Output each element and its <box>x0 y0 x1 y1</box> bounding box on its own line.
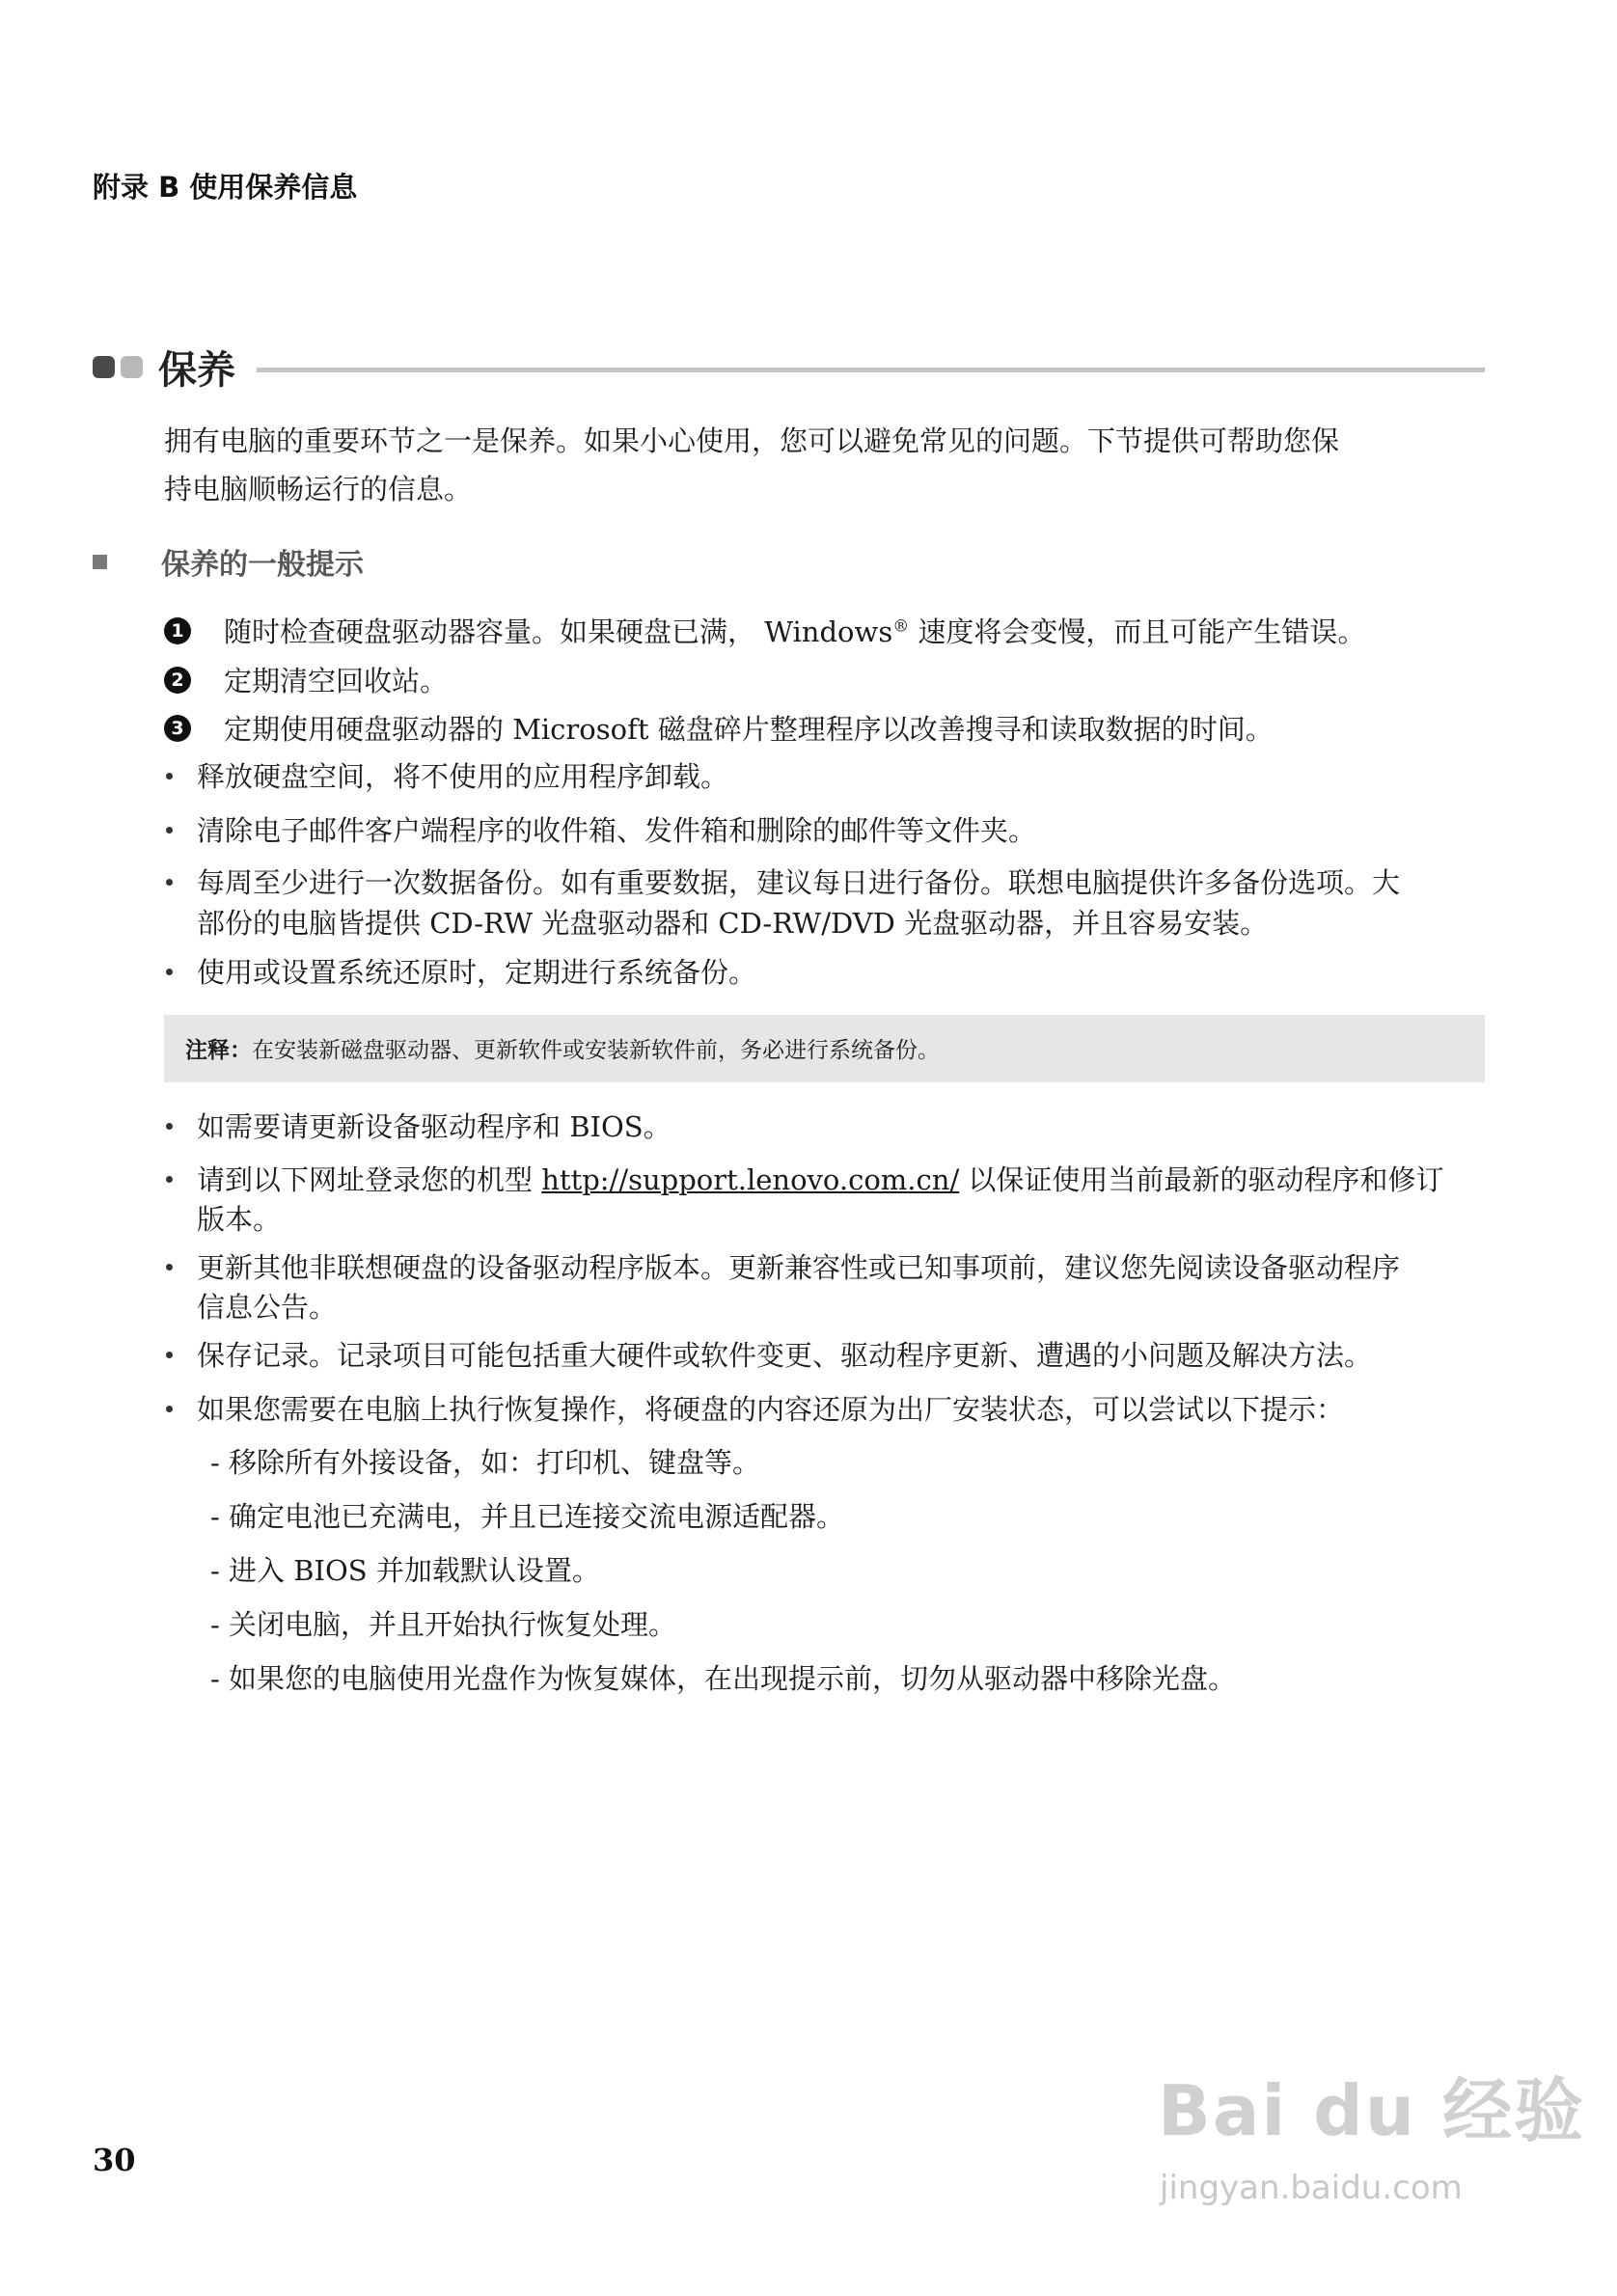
watermark-url: jingyan.baidu.com <box>1160 2169 1463 2207</box>
bullet-dot <box>166 1352 173 1358</box>
bullet-item-continuation: 信息公告。 <box>197 1291 338 1324</box>
dash-item: - 确定电池已充满电，并且已连接交流电源适配器。 <box>210 1500 845 1533</box>
bullet-dot <box>166 827 173 834</box>
number-badge-3: 3 <box>164 715 191 742</box>
section-marker-dark <box>93 356 115 378</box>
bullet-dot <box>166 1264 173 1271</box>
bullet-item: 释放硬盘空间，将不使用的应用程序卸载。 <box>197 760 729 793</box>
numbered-item-2: 定期清空回收站。 <box>224 665 449 697</box>
watermark-logo: Bai du 经验 <box>1158 2070 1586 2151</box>
url-intro-text: 请到以下网址登录您的机型 <box>197 1163 542 1196</box>
dash-item: - 关闭电脑，并且开始执行恢复处理。 <box>210 1608 677 1641</box>
subheading-marker <box>93 555 107 569</box>
url-trailing-text: 以保证使用当前最新的驱动程序和修订 <box>959 1163 1444 1196</box>
bullet-item: 如需要请更新设备驱动程序和 BIOS。 <box>197 1110 671 1143</box>
note-label: 注释： <box>185 1038 252 1063</box>
subheading-title: 保养的一般提示 <box>161 548 364 582</box>
note-text <box>185 1032 940 1064</box>
page-number: 30 <box>93 2142 136 2178</box>
bullet-item: 清除电子邮件客户端程序的收件箱、发件箱和删除的邮件等文件夹。 <box>197 814 1037 847</box>
note-box <box>164 1015 1485 1082</box>
support-link[interactable]: http://support.lenovo.com.cn/ <box>541 1163 960 1196</box>
bullet-dot <box>166 879 173 886</box>
intro-line-1: 拥有电脑的重要环节之一是保养。如果小心使用，您可以避免常见的问题。下节提供可帮助您保 <box>164 424 1340 457</box>
subheading <box>93 540 364 583</box>
numbered-item-1-tail: 速度将会变慢，而且可能产生错误。 <box>909 615 1366 648</box>
bullet-item-continuation: 部份的电脑皆提供 CD-RW 光盘驱动器和 CD-RW/DVD 光盘驱动器，并且容易安装。 <box>197 907 1269 940</box>
bullet-dot <box>166 1406 173 1412</box>
bullet-item: 如果您需要在电脑上执行恢复操作，将硬盘的内容还原为出厂安装状态，可以尝试以下提示： <box>197 1393 1345 1426</box>
bullet-dot <box>166 773 173 779</box>
dash-item: - 移除所有外接设备，如：打印机、键盘等。 <box>210 1446 761 1479</box>
numbered-item-3: 定期使用硬盘驱动器的 Microsoft 磁盘碎片整理程序以改善搜寻和读取数据的时间。 <box>224 713 1274 746</box>
section-marker-light <box>121 356 143 378</box>
bullet-dot <box>166 1176 173 1183</box>
note-body: 在安装新磁盘驱动器、更新软件或安装新软件前，务必进行系统备份。 <box>252 1038 940 1063</box>
intro-paragraph <box>164 417 1339 513</box>
page-header: 附录 B 使用保养信息 <box>93 171 358 204</box>
dash-item: - 进入 BIOS 并加载默认设置。 <box>210 1554 600 1587</box>
numbered-item-1 <box>224 611 1365 650</box>
bullet-item: 保存记录。记录项目可能包括重大硬件或软件变更、驱动程序更新、遭遇的小问题及解决方法。 <box>197 1339 1373 1372</box>
section-heading <box>93 340 1485 394</box>
bullet-dot <box>166 969 173 975</box>
bullet-dot <box>166 1123 173 1130</box>
registered-mark: ® <box>892 616 910 637</box>
intro-line-2: 持电脑顺畅运行的信息。 <box>164 473 473 506</box>
numbered-item-1-text: 随时检查硬盘驱动器容量。如果硬盘已满， Windows <box>224 615 893 648</box>
baidu-watermark <box>1158 2055 1586 2238</box>
dash-item: - 如果您的电脑使用光盘作为恢复媒体，在出现提示前，切勿从驱动器中移除光盘。 <box>210 1662 1237 1695</box>
bullet-item: 更新其他非联想硬盘的设备驱动程序版本。更新兼容性或已知事项前，建议您先阅读设备驱动程序 <box>197 1251 1401 1284</box>
section-rule <box>257 368 1485 372</box>
bullet-item-continuation: 版本。 <box>197 1203 282 1236</box>
bullet-item <box>197 1159 1443 1198</box>
bullet-item: 每周至少进行一次数据备份。如有重要数据，建议每日进行备份。联想电脑提供许多备份选项。大 <box>197 866 1401 899</box>
number-badge-1: 1 <box>164 617 191 644</box>
number-badge-2: 2 <box>164 667 191 694</box>
section-title: 保养 <box>158 347 235 393</box>
bullet-item: 使用或设置系统还原时，定期进行系统备份。 <box>197 956 757 989</box>
